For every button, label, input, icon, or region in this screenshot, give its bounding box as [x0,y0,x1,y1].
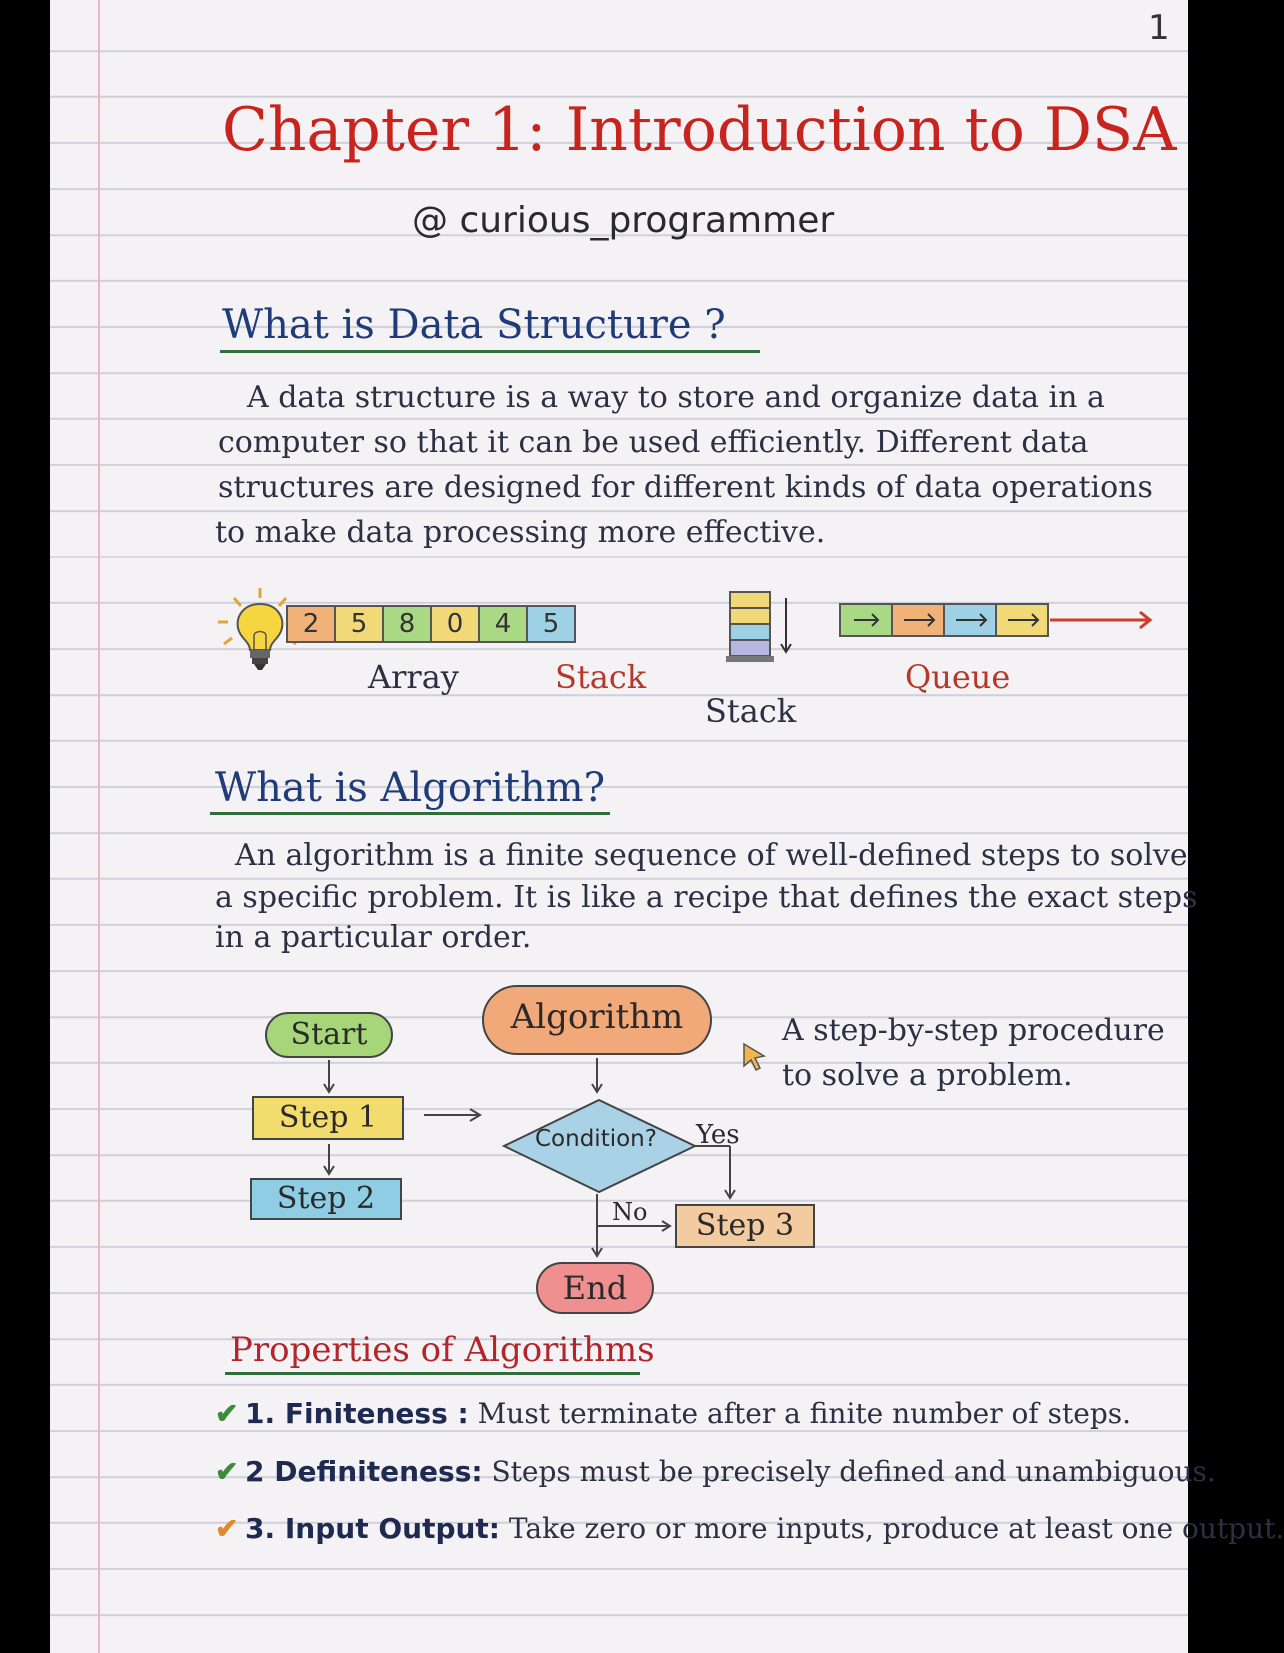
property-desc: Must terminate after a finite number of steps. [477,1397,1132,1430]
no-label: No [612,1198,648,1226]
array-cell: 0 [430,605,480,643]
chapter-title: Chapter 1: Introduction to DSA [222,95,1177,165]
queue-label: Queue [905,658,1011,696]
array-cell: 8 [382,605,432,643]
data-structure-heading: What is Data Structure ? [222,302,726,348]
algorithm-note-line: A step-by-step procedure [782,1013,1165,1048]
step2-node: Step 2 [250,1178,402,1220]
array-label: Array [368,658,459,696]
property-desc: Steps must be precisely defined and unambiguous. [491,1455,1216,1488]
condition-label: Condition? [535,1126,657,1152]
notebook-page [50,0,1284,1653]
property-term: 2 Definiteness: [245,1455,483,1488]
property-term: 1. Finiteness : [245,1397,469,1430]
array-cell: 5 [526,605,576,643]
ds-paragraph-line: to make data processing more effective. [215,515,826,550]
algorithm-node: Algorithm [482,985,712,1055]
ds-paragraph-line: structures are designed for different kinds of data operations [218,470,1153,505]
check-icon: ✔ [215,1455,239,1488]
end-node: End [536,1262,654,1314]
yes-label: Yes [696,1120,740,1150]
author-handle: @ curious_programmer [412,200,835,241]
algorithm-note-line: to solve a problem. [782,1058,1073,1093]
stack-label: Stack [705,692,797,730]
array-cell: 2 [286,605,336,643]
array-cell: 5 [334,605,384,643]
ds-paragraph-line: A data structure is a way to store and organize data in a [247,380,1105,415]
algorithm-heading: What is Algorithm? [215,765,606,811]
cursor-icon [740,1040,770,1074]
check-icon: ✔ [215,1397,239,1430]
properties-heading: Properties of Algorithms [230,1330,655,1370]
algo-paragraph-line: An algorithm is a finite sequence of well-defined steps to solve [235,838,1188,873]
algo-paragraph-line: a specific problem. It is like a recipe that defines the exact steps [215,880,1198,915]
start-node: Start [265,1012,393,1058]
algo-paragraph-line: in a particular order. [215,920,532,955]
stack-label: Stack [555,658,647,696]
property-term: 3. Input Output: [245,1512,501,1545]
array-cell: 4 [478,605,528,643]
property-item [215,1397,1131,1430]
check-icon: ✔ [215,1512,239,1545]
property-desc: Take zero or more inputs, produce at least one output. [508,1512,1284,1545]
ds-paragraph-line: computer so that it can be used efficiently. Different data [218,425,1089,460]
step1-node: Step 1 [252,1096,404,1140]
heading-underline [225,1372,640,1375]
property-item [215,1512,1284,1545]
page-number: 1 [1148,8,1170,48]
step3-node: Step 3 [675,1204,815,1248]
property-item [215,1455,1216,1488]
